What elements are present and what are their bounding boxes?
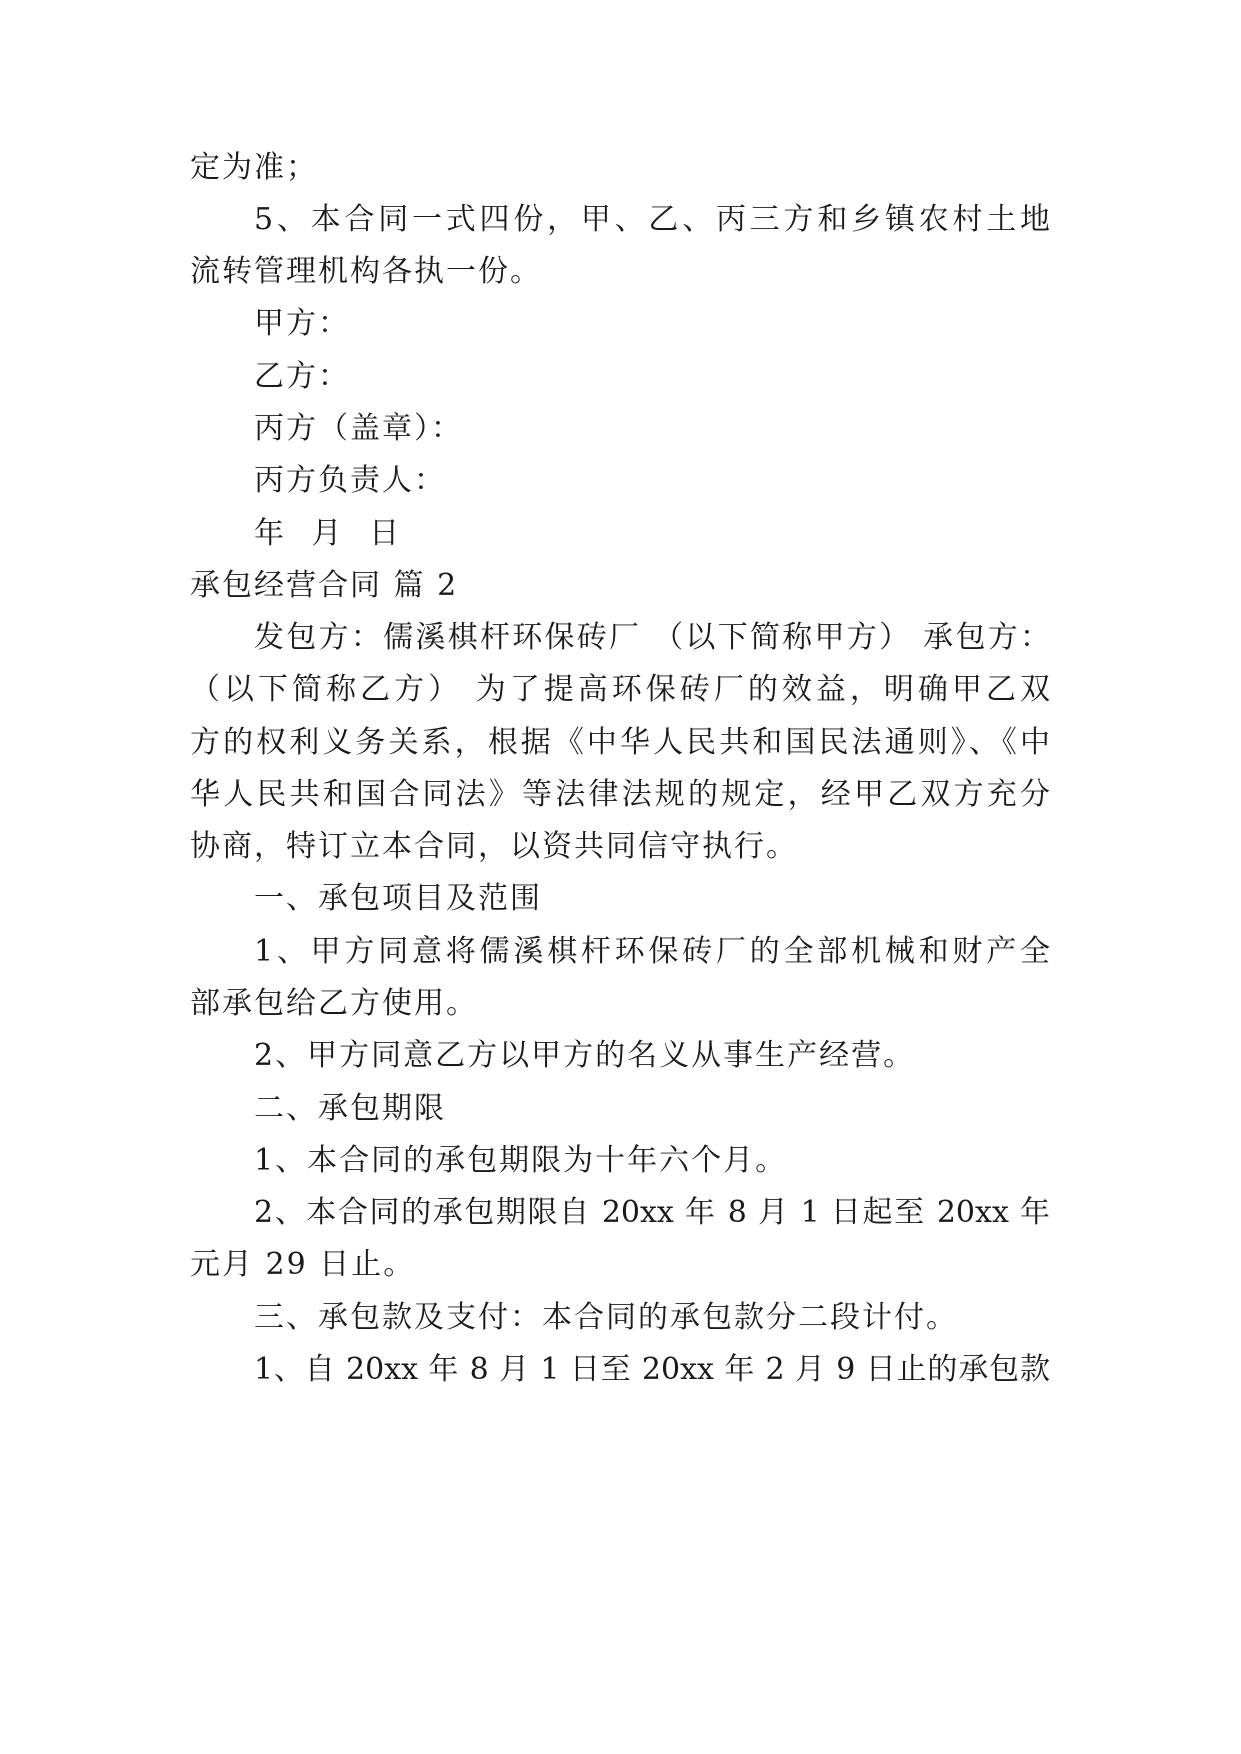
text-line: 1、甲方同意将儒溪棋杆环保砖厂的全部机械和财产全 <box>254 934 1050 969</box>
party-b-label: 乙方： <box>254 359 350 394</box>
clause-heading: 一、承包项目及范围 <box>254 881 542 916</box>
party-c-manager-label: 丙方负责人： <box>254 463 446 498</box>
text-line: 华人民共和国合同法》等法律法规的规定，经甲乙双方充分 <box>190 777 1050 812</box>
party-a-label: 甲方： <box>254 306 350 341</box>
date-line: 年 月 日 <box>254 516 402 551</box>
text-line: 协商，特订立本合同，以资共同信守执行。 <box>190 829 798 864</box>
text-line: 部承包给乙方使用。 <box>190 986 478 1021</box>
party-c-seal-label: 丙方（盖章）： <box>254 411 463 446</box>
text-line: 2、本合同的承包期限自 20xx 年 8 月 1 日起至 20xx 年 <box>254 1195 1050 1230</box>
text-line: 元月 29 日止。 <box>190 1247 416 1282</box>
text-line: 2、甲方同意乙方以甲方的名义从事生产经营。 <box>254 1038 916 1073</box>
section-title: 承包经营合同 篇 2 <box>190 568 459 603</box>
text-line: （以下简称乙方） 为了提高环保砖厂的效益，明确甲乙双 <box>190 672 1050 707</box>
text-line: 发包方：儒溪棋杆环保砖厂 （以下简称甲方） 承包方： <box>254 620 1050 655</box>
text-line: 1、本合同的承包期限为十年六个月。 <box>254 1143 788 1178</box>
clause-heading: 二、承包期限 <box>254 1091 446 1126</box>
text-line: 定为准； <box>190 150 318 185</box>
text-line: 流转管理机构各执一份。 <box>190 254 542 289</box>
clause-heading: 三、承包款及支付：本合同的承包款分二段计付。 <box>254 1300 958 1335</box>
text-line: 5、本合同一式四份，甲、乙、丙三方和乡镇农村土地 <box>254 202 1050 237</box>
text-line: 方的权利义务关系，根据《中华人民共和国民法通则》、《中 <box>190 725 1050 760</box>
text-line: 1、自 20xx 年 8 月 1 日至 20xx 年 2 月 9 日止的承包款 <box>254 1352 1050 1387</box>
